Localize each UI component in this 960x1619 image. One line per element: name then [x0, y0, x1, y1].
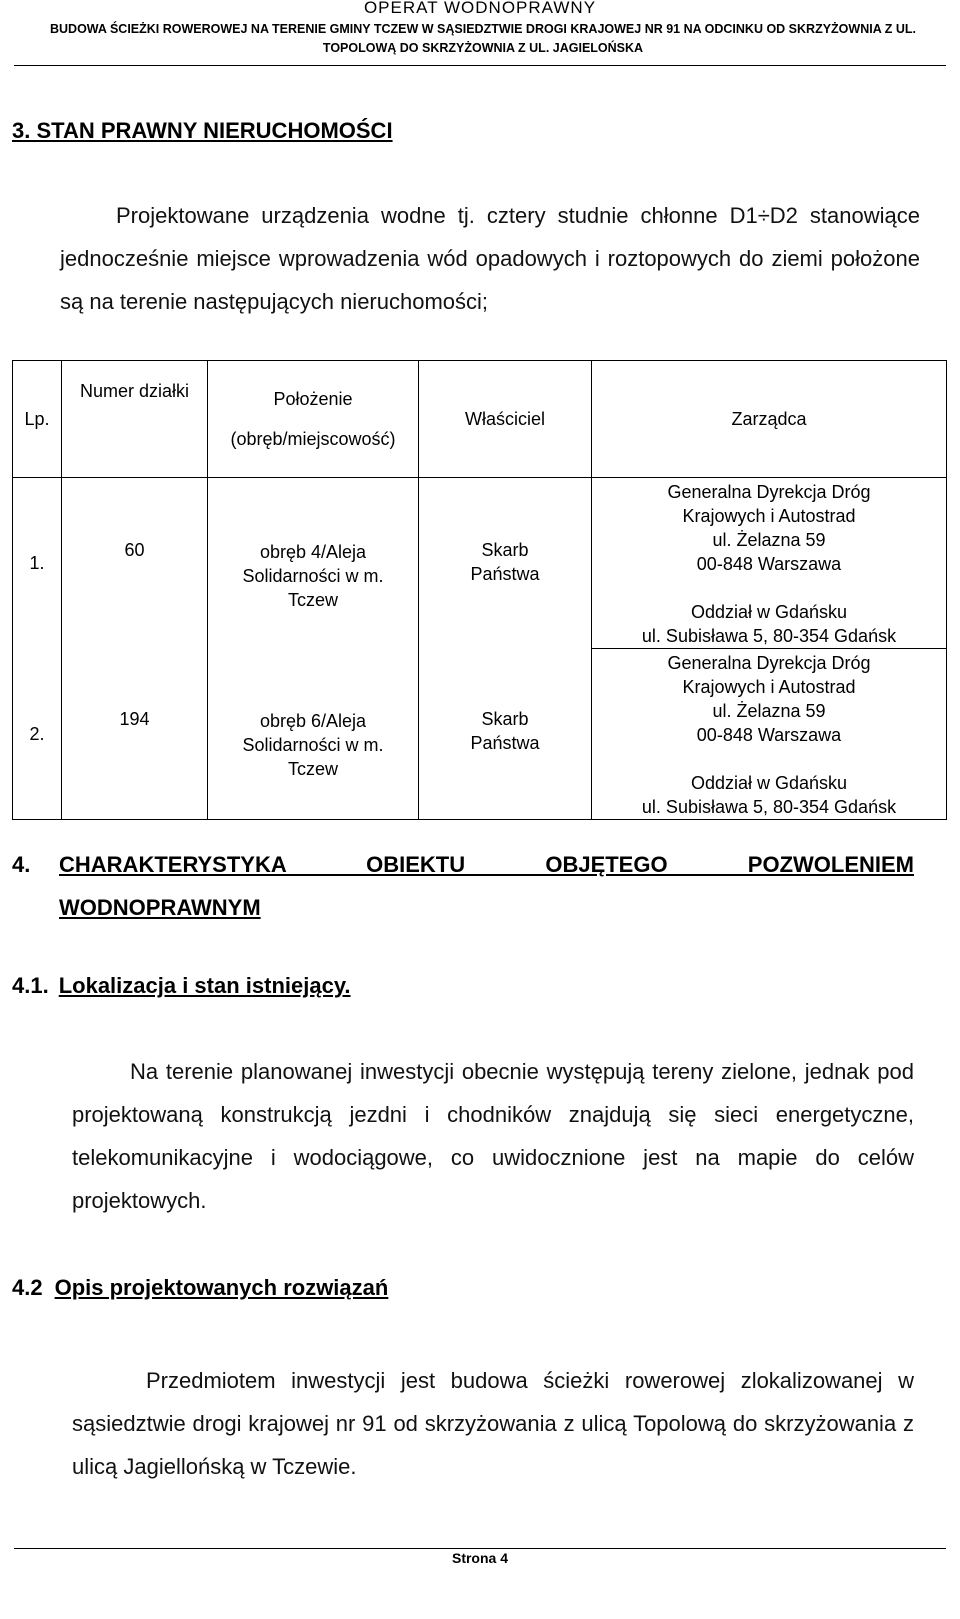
- row-wlasciciel: Skarb Państwa: [419, 478, 592, 649]
- row-polozenie: obręb 6/Aleja Solidarności w m. Tczew: [208, 649, 419, 820]
- page-number: Strona 4: [451, 1550, 508, 1566]
- table-header-row: [13, 361, 947, 478]
- section-4-title-line1: CHARAKTERYSTYKA OBIEKTU OBJĘTEGO POZWOLENIEM: [59, 852, 914, 877]
- row-zarzadca: Generalna Dyrekcja Dróg Krajowych i Autostrad ul. Żelazna 59 00-848 Warszawa Oddział w Gdańsku ul. Subisława 5, 80-354 Gdańsk: [592, 478, 947, 649]
- header-numer: Numer działki: [62, 361, 208, 478]
- row-lp: 2.: [13, 649, 62, 820]
- section-4-number: 4.: [12, 852, 31, 877]
- header-polozenie: Położenie (obręb/miejscowość): [208, 361, 419, 478]
- section-4-2-paragraph: Przedmiotem inwestycji jest budowa ścieżki rowerowej zlokalizowanej w sąsiedztwie drogi krajowej nr 91 od skrzyżowania z ulicą Topolową do skrzyżowania z ulicą Jagiellońską w Tczewie.: [72, 1368, 914, 1479]
- header-zarzadca: Zarządca: [592, 361, 947, 478]
- row-wlasciciel: Skarb Państwa: [419, 649, 592, 820]
- header-wlasciciel: Właściciel: [419, 361, 592, 478]
- property-table: [12, 360, 947, 820]
- table-row: [13, 649, 947, 820]
- section-4-1-heading: 4.1. Lokalizacja i stan istniejący.: [12, 973, 351, 998]
- document-subtitle: BUDOWA ŚCIEŻKI ROWEROWEJ NA TERENIE GMINY TCZEW W SĄSIEDZTWIE DROGI KRAJOWEJ NR 91 NA ODCINKU OD SKRZYŻOWNIA Z UL. TOPOLOWĄ DO SKRZYŻOWNIA Z UL. JAGIELOŃSKA: [50, 22, 916, 55]
- footer-divider: [14, 1548, 946, 1549]
- section-4-title-line2: WODNOPRAWNYM: [59, 895, 261, 920]
- document-title: OPERAT WODNOPRAWNY: [363, 0, 597, 17]
- row-numer: 194: [62, 649, 208, 820]
- table-row: [13, 478, 947, 649]
- row-zarzadca: Generalna Dyrekcja Dróg Krajowych i Autostrad ul. Żelazna 59 00-848 Warszawa Oddział w Gdańsku ul. Subisława 5, 80-354 Gdańsk: [592, 649, 947, 820]
- row-polozenie: obręb 4/Aleja Solidarności w m. Tczew: [208, 478, 419, 649]
- section-4-2-heading: 4.2 Opis projektowanych rozwiązań: [12, 1275, 389, 1300]
- row-numer: 60: [62, 478, 208, 649]
- section-4-1-paragraph: Na terenie planowanej inwestycji obecnie występują tereny zielone, jednak pod projektowaną konstrukcją jezdni i chodników znajdują się sieci energetyczne, telekomunikacyjne i wodociągowe, co uwidocznione jest na mapie do celów projektowych.: [72, 1059, 914, 1213]
- header-lp: Lp.: [13, 361, 62, 478]
- header-divider: [14, 65, 946, 66]
- section-3-paragraph: Projektowane urządzenia wodne tj. cztery studnie chłonne D1÷D2 stanowiące jednocześnie miejsce wprowadzenia wód opadowych i roztopowych do ziemi położone są na terenie następujących nieruchomości;: [60, 203, 920, 314]
- section-3-heading: 3. STAN PRAWNY NIERUCHOMOŚCI: [12, 118, 393, 143]
- row-lp: 1.: [13, 478, 62, 649]
